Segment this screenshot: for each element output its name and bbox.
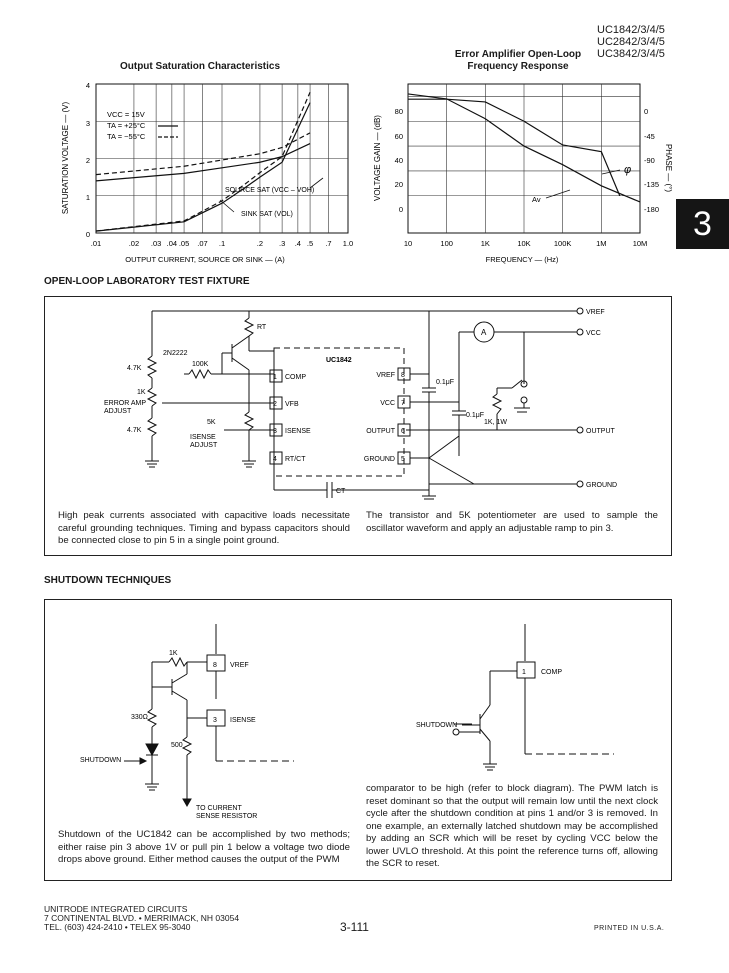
- fixture-pin8: 8: [401, 372, 405, 379]
- saturation-xtick: .2: [256, 239, 264, 248]
- openloop-xtick: 1K: [480, 239, 490, 248]
- shutdown-isense-label: ISENSE: [230, 717, 256, 724]
- saturation-xtick: .04: [166, 239, 178, 248]
- fixture-pin5: 5: [401, 456, 405, 463]
- saturation-ytick: 4: [85, 81, 90, 90]
- openloop-ytick: 60: [394, 132, 403, 141]
- shutdown-sense-resistor-label: SENSE RESISTOR: [196, 813, 258, 820]
- saturation-xtick: .05: [178, 239, 190, 248]
- fixture-vcc-pin-label: VCC: [380, 400, 395, 407]
- part-number: UC3842/3/4/5: [597, 48, 665, 60]
- openloop-y2tick: -180: [644, 205, 660, 214]
- fixture-text-left: High peak currents associated with capacitive loads necessitate careful grounding techniques. Timing and bypass capacitors should be connected close to pin 5 in a single point ground.: [58, 510, 350, 546]
- saturation-xticks: [91, 239, 353, 248]
- openloop-y2label: PHASE — (°): [664, 143, 673, 193]
- saturation-chart: [58, 78, 358, 266]
- saturation-legend-55c: TA = −55°C: [107, 132, 146, 141]
- phase-series: [408, 99, 620, 196]
- footer-company: UNITRODE INTEGRATED CIRCUITS: [44, 904, 188, 914]
- fixture-rt-label: RT: [257, 324, 267, 331]
- ammeter-icon: A: [481, 328, 487, 337]
- saturation-xtick: .3: [278, 239, 286, 248]
- openloop-xtick: 10: [403, 239, 413, 248]
- shutdown-vref-label: VREF: [230, 662, 249, 669]
- saturation-xtick: .1: [218, 239, 226, 248]
- openloop-xtick: 10M: [632, 239, 648, 248]
- openloop-xtick: 1M: [596, 239, 607, 248]
- openloop-xtick: 10K: [517, 239, 531, 248]
- fixture-pin1: 1: [273, 374, 277, 381]
- shutdown-right-label: SHUTDOWN: [416, 722, 458, 729]
- openloop-xticks: [404, 239, 647, 248]
- shutdown-left-label: SHUTDOWN: [80, 757, 122, 764]
- openloop-ytick: 0: [398, 205, 403, 214]
- saturation-grid: [96, 84, 348, 233]
- shutdown-330-label: 330Ω: [131, 714, 148, 721]
- page-number: 3-111: [340, 920, 369, 934]
- part-number: UC1842/3/4/5: [597, 24, 665, 36]
- fixture-2n2222-label: 2N2222: [163, 350, 188, 357]
- openloop-xlabel: FREQUENCY — (Hz): [485, 255, 559, 264]
- shutdown-pin3: 3: [213, 717, 217, 724]
- fixture-vref-pin-label: VREF: [376, 372, 395, 379]
- fixture-output-label: OUTPUT: [586, 428, 615, 435]
- part-number-list: [597, 24, 673, 60]
- openloop-y2tick: -135: [644, 180, 660, 189]
- fixture-cap1-label: 0.1μF: [436, 379, 455, 386]
- shutdown-pin8: 8: [213, 662, 217, 669]
- fixture-47k-bot-label: 4.7K: [127, 427, 142, 434]
- fixture-pin7: 7: [401, 400, 405, 407]
- shutdown-section-title: SHUTDOWN TECHNIQUES: [44, 575, 172, 586]
- gain-arrow: [546, 190, 570, 198]
- shutdown-to-current-label: TO CURRENT: [196, 805, 242, 812]
- printed-label: PRINTED IN U.S.A.: [594, 925, 665, 932]
- fixture-isense-label: ISENSE: [190, 434, 216, 441]
- fixture-ground-label: GROUND: [586, 482, 618, 489]
- saturation-xtick: .7: [325, 239, 332, 248]
- part-number: UC2842/3/4/5: [597, 36, 665, 48]
- phase-annotation: φ: [624, 164, 632, 176]
- saturation-ytick: 3: [85, 119, 90, 128]
- openloop-ytick: 20: [394, 180, 403, 189]
- saturation-ylabel: SATURATION VOLTAGE — (V): [61, 101, 70, 215]
- footer-address: [44, 905, 239, 932]
- saturation-sink-annotation: SINK SAT (VOL): [241, 211, 293, 218]
- saturation-chart-title: Output Saturation Characteristics: [119, 61, 281, 72]
- footer-phone: TEL. (603) 424-2410 • TELEX 95-3040: [44, 922, 191, 932]
- openloop-y2tick: -90: [644, 156, 655, 165]
- saturation-xtick: .5: [306, 239, 314, 248]
- fixture-1k1w-label: 1K, 1W: [484, 419, 507, 426]
- openloop-ytick: 80: [394, 107, 403, 116]
- openloop-chart: [370, 78, 676, 266]
- shutdown-500-label: 500: [171, 742, 183, 749]
- section-tab: 3: [676, 199, 729, 249]
- fixture-vfb-label: VFB: [285, 401, 299, 408]
- fixture-text-right: The transistor and 5K potentiometer are used to sample the oscillator waveform and apply an adjustable ramp to pin 3.: [366, 510, 658, 534]
- shutdown-text-right: comparator to be high (refer to block diagram). The PWM latch is reset dominant so that the output will remain low until the next clock cycle after the shutdown condition at pins 1 and/or 3 is removed. In one example, an externally latched shutdown may be accomplished by adding an SCR which will be reset by cycling VCC below the lower UVLO threshold. At this point the reference turns off, allowing the SCR to reset.: [366, 783, 658, 869]
- openloop-grid: [408, 84, 640, 233]
- fixture-ground-pin-label: GROUND: [363, 456, 395, 463]
- saturation-ytick: 0: [85, 230, 90, 239]
- openloop-xtick: 100K: [553, 239, 572, 248]
- footer-street: 7 CONTINENTAL BLVD. • MERRIMACK, NH 03054: [44, 913, 240, 923]
- gain-annotation: Av: [532, 195, 541, 204]
- fixture-rtct-label: RT/CT: [285, 456, 306, 463]
- openloop-y2tick: 0: [644, 107, 649, 116]
- fixture-output-pin-label: OUTPUT: [366, 428, 395, 435]
- openloop-xtick: 100: [440, 239, 453, 248]
- fixture-cap2-label: 0.1μF: [466, 412, 485, 419]
- saturation-xtick: .03: [150, 239, 162, 248]
- fixture-comp-label: COMP: [285, 374, 306, 381]
- saturation-legend-vcc: VCC = 15V: [107, 110, 145, 119]
- saturation-xtick: .07: [197, 239, 208, 248]
- saturation-xlabel: OUTPUT CURRENT, SOURCE OR SINK — (A): [125, 255, 285, 264]
- saturation-xtick: 1.0: [342, 239, 354, 248]
- saturation-series-solid-0: [96, 144, 310, 181]
- saturation-source-annotation: SOURCE SAT (VCC – VOH): [225, 187, 315, 194]
- shutdown-pin1: 1: [522, 669, 526, 676]
- shutdown-1k-label: 1K: [169, 650, 178, 657]
- openloop-ylabel: VOLTAGE GAIN — (dB): [373, 115, 382, 201]
- openloop-ytick: 40: [394, 156, 403, 165]
- test-fixture-schematic: [44, 296, 672, 501]
- fixture-pin2: 2: [273, 401, 277, 408]
- fixture-error-amp-label: ERROR AMP: [104, 400, 147, 407]
- fixture-100k-label: 100K: [192, 361, 209, 368]
- fixture-vcc-label: VCC: [586, 330, 601, 337]
- fixture-pin4: 4: [273, 456, 277, 463]
- shutdown-comp-label: COMP: [541, 669, 562, 676]
- openloop-chart-title: Error Amplifier Open-Loop Frequency Response: [454, 49, 582, 72]
- fixture-pin3: 3: [273, 428, 277, 435]
- source-arrow: [310, 178, 323, 188]
- openloop-y2tick: -45: [644, 132, 655, 141]
- saturation-ytick: 1: [85, 193, 90, 202]
- fixture-section-title: OPEN-LOOP LABORATORY TEST FIXTURE: [44, 276, 250, 287]
- saturation-xtick: .02: [128, 239, 140, 248]
- saturation-ytick: 2: [85, 156, 90, 165]
- fixture-vref-label: VREF: [586, 309, 605, 316]
- fixture-isense-pin-label: ISENSE: [285, 428, 311, 435]
- fixture-5k-label: 5K: [207, 419, 216, 426]
- fixture-ct-label: CT: [336, 488, 346, 495]
- saturation-xtick: .4: [294, 239, 301, 248]
- fixture-ic-label: UC1842: [326, 357, 352, 364]
- shutdown-text-left: Shutdown of the UC1842 can be accomplished by two methods; either raise pin 3 above 1V or pull pin 1 below a voltage two diode drops above ground. Either method causes the output of the PWM: [58, 829, 350, 865]
- saturation-xtick: .01: [90, 239, 102, 248]
- saturation-legend-25c: TA = +25°C: [107, 121, 146, 130]
- fixture-47k-top-label: 4.7K: [127, 365, 142, 372]
- fixture-1k-label: 1K: [137, 389, 146, 396]
- fixture-adjust-label: ADJUST: [104, 408, 132, 415]
- fixture-pin6: 6: [401, 428, 405, 435]
- fixture-isense-adjust-label: ADJUST: [190, 442, 218, 449]
